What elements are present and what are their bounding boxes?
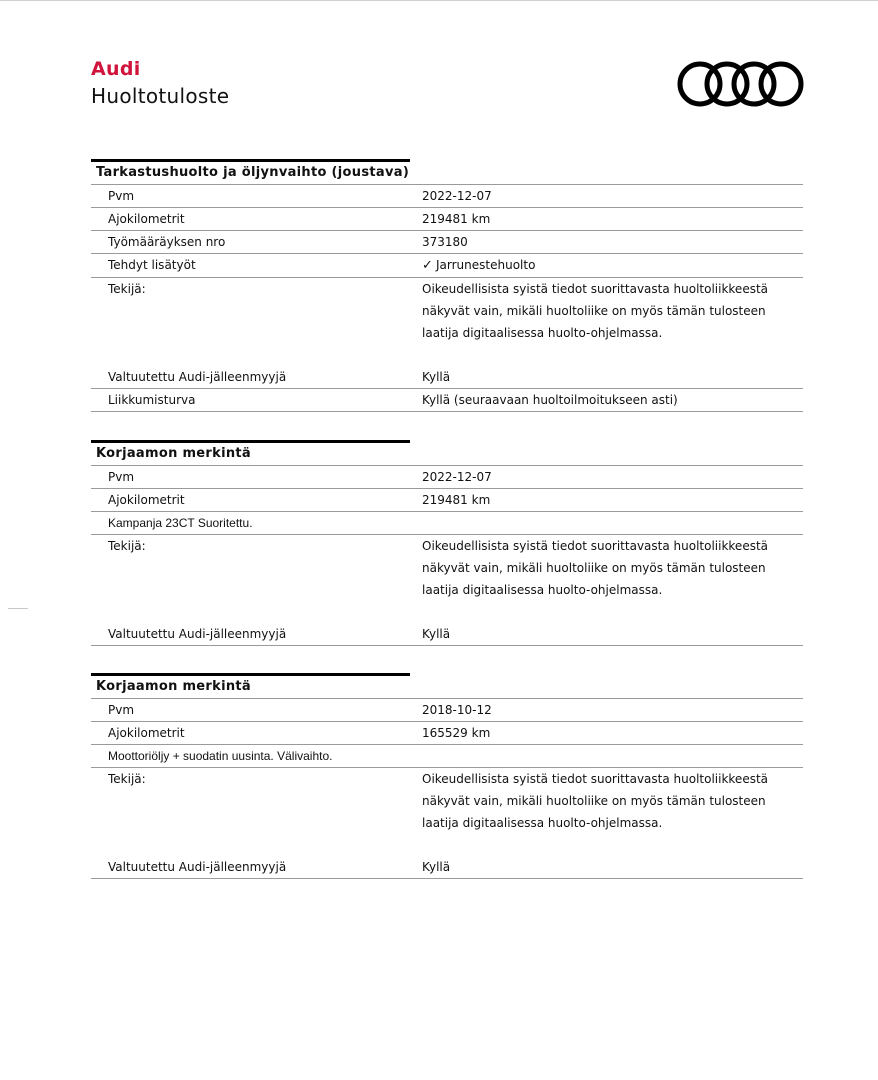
dealer-row	[91, 623, 803, 646]
dealer-row	[91, 856, 803, 879]
section-heading: Korjaamon merkintä	[91, 673, 410, 698]
mileage-label: Ajokilometrit	[108, 212, 185, 226]
date-value: 2018-10-12	[422, 703, 492, 717]
mileage-row	[91, 721, 803, 744]
brand-name: Audi	[91, 58, 141, 80]
dealer-value: Kyllä	[422, 370, 451, 384]
mileage-value: 219481 km	[422, 493, 491, 507]
audi-rings-logo	[676, 60, 806, 108]
mileage-label: Ajokilometrit	[108, 726, 185, 740]
workshop-note-section	[91, 440, 803, 646]
dealer-label: Valtuutettu Audi-jälleenmyyjä	[108, 627, 287, 641]
mileage-row	[91, 207, 803, 230]
maker-value: Oikeudellisista syistä tiedot suorittavasta huoltoliikkeestä näkyvät vain, mikäli huoltoliike on myös tämän tulosteen laatija digitaalisessa huolto-ohjelmassa.	[422, 539, 769, 597]
date-row	[91, 465, 803, 488]
section-heading: Korjaamon merkintä	[91, 440, 410, 465]
date-value: 2022-12-07	[422, 470, 492, 484]
dealer-value: Kyllä	[422, 860, 451, 874]
extra-work-row	[91, 253, 803, 277]
mileage-row	[91, 488, 803, 511]
dealer-value: Kyllä	[422, 627, 451, 641]
mileage-value: 165529 km	[422, 726, 491, 740]
maker-label: Tekijä:	[108, 282, 146, 296]
date-label: Pvm	[108, 470, 135, 484]
maker-label: Tekijä:	[108, 539, 146, 553]
date-row	[91, 698, 803, 721]
workshop-note-section	[91, 673, 803, 879]
date-label: Pvm	[108, 189, 135, 203]
service-section	[91, 159, 803, 412]
document-title: Huoltotuloste	[91, 84, 230, 108]
fold-mark	[8, 608, 28, 609]
note-text: Moottoriöljy + suodatin uusinta. Välivaihto.	[108, 749, 333, 763]
note-row	[91, 511, 803, 534]
extra-work-label: Tehdyt lisätyöt	[108, 258, 196, 272]
dealer-row	[91, 366, 803, 388]
mileage-value: 219481 km	[422, 212, 491, 226]
maker-value: Oikeudellisista syistä tiedot suorittavasta huoltoliikkeestä näkyvät vain, mikäli huoltoliike on myös tämän tulosteen laatija digitaalisessa huolto-ohjelmassa.	[422, 282, 769, 340]
mobility-value: Kyllä (seuraavaan huoltoilmoitukseen asti)	[422, 393, 678, 407]
mileage-label: Ajokilometrit	[108, 493, 185, 507]
checkmark-icon: ✓	[422, 258, 433, 273]
maker-row	[91, 277, 803, 366]
maker-row	[91, 767, 803, 856]
date-value: 2022-12-07	[422, 189, 492, 203]
work-order-value: 373180	[422, 235, 468, 249]
date-label: Pvm	[108, 703, 135, 717]
extra-work-value	[422, 254, 798, 277]
section-heading: Tarkastushuolto ja öljynvaihto (joustava)	[91, 159, 410, 184]
note-text: Kampanja 23CT Suoritettu.	[108, 516, 253, 530]
dealer-label: Valtuutettu Audi-jälleenmyyjä	[108, 860, 287, 874]
work-order-row	[91, 230, 803, 253]
dealer-label: Valtuutettu Audi-jälleenmyyjä	[108, 370, 287, 384]
maker-label: Tekijä:	[108, 772, 146, 786]
note-row	[91, 744, 803, 767]
maker-value: Oikeudellisista syistä tiedot suorittavasta huoltoliikkeestä näkyvät vain, mikäli huoltoliike on myös tämän tulosteen laatija digitaalisessa huolto-ohjelmassa.	[422, 772, 769, 830]
mobility-label: Liikkumisturva	[108, 393, 196, 407]
top-border	[0, 0, 878, 1]
maker-row	[91, 534, 803, 623]
date-row	[91, 184, 803, 207]
mobility-row	[91, 388, 803, 412]
work-order-label: Työmääräyksen nro	[108, 235, 226, 249]
extra-work-text: Jarrunestehuolto	[436, 258, 536, 272]
